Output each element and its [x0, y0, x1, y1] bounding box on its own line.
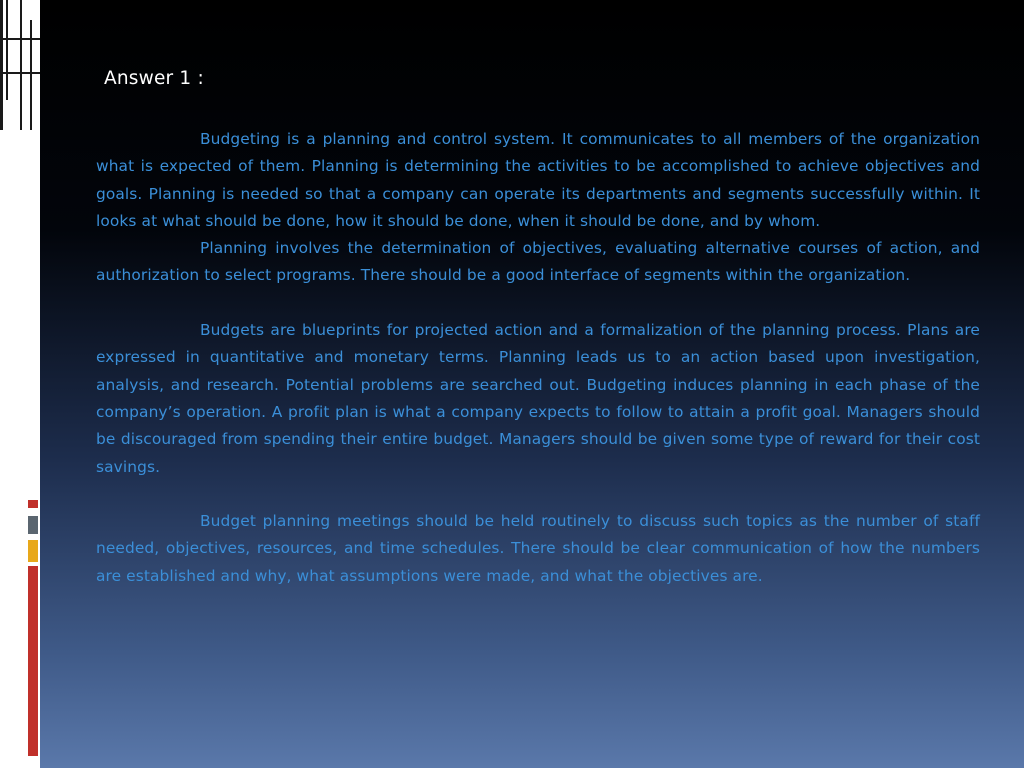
paragraph-budgeting-definition: Budgeting is a planning and control system. It communicates to all members of the organization what is expected of them. Planning is determining the activities to be accomplished to achieve objectives and goals. Planning is needed so that a company can operate its departments and segments successfully within. It looks at what should be done, how it should be done, when it should be done, and by whom. — [96, 130, 980, 230]
paragraph-budget-meetings: Budget planning meetings should be held routinely to discuss such topics as the number of staff needed, objectives, resources, and time schedules. There should be clear communication of how the numbers are established and why, what assumptions were made, and what the objectives are. — [96, 512, 980, 585]
gold-accent-bar — [28, 540, 38, 562]
left-sidebar-decoration — [0, 0, 40, 768]
red-accent-bar-long — [28, 566, 38, 756]
paragraph-planning-involves: Planning involves the determination of objectives, evaluating alternative courses of action, and authorization to select programs. There should be a good interface of segments within the organization. — [96, 239, 980, 285]
paragraph-budgets-blueprints: Budgets are blueprints for projected action and a formalization of the planning process. Plans are expressed in quantitative and monetary terms. Planning leads us to an action based upon investigation, analysis, and research. Potential problems are searched out. Budgeting induces planning in each phase of the company’s operation. A profit plan is what a company expects to follow to attain a profit goal. Managers should be discouraged from spending their entire budget. Managers should be given some type of reward for their cost savings. — [96, 321, 980, 476]
top-left-frame-lines-decoration — [0, 0, 40, 130]
paragraph-spacer — [96, 481, 980, 508]
paragraph-spacer — [96, 290, 980, 317]
red-accent-bar-top — [28, 500, 38, 508]
grey-accent-bar — [28, 516, 38, 534]
slide-body — [96, 126, 980, 590]
slide-title: Answer 1 : — [104, 68, 204, 89]
